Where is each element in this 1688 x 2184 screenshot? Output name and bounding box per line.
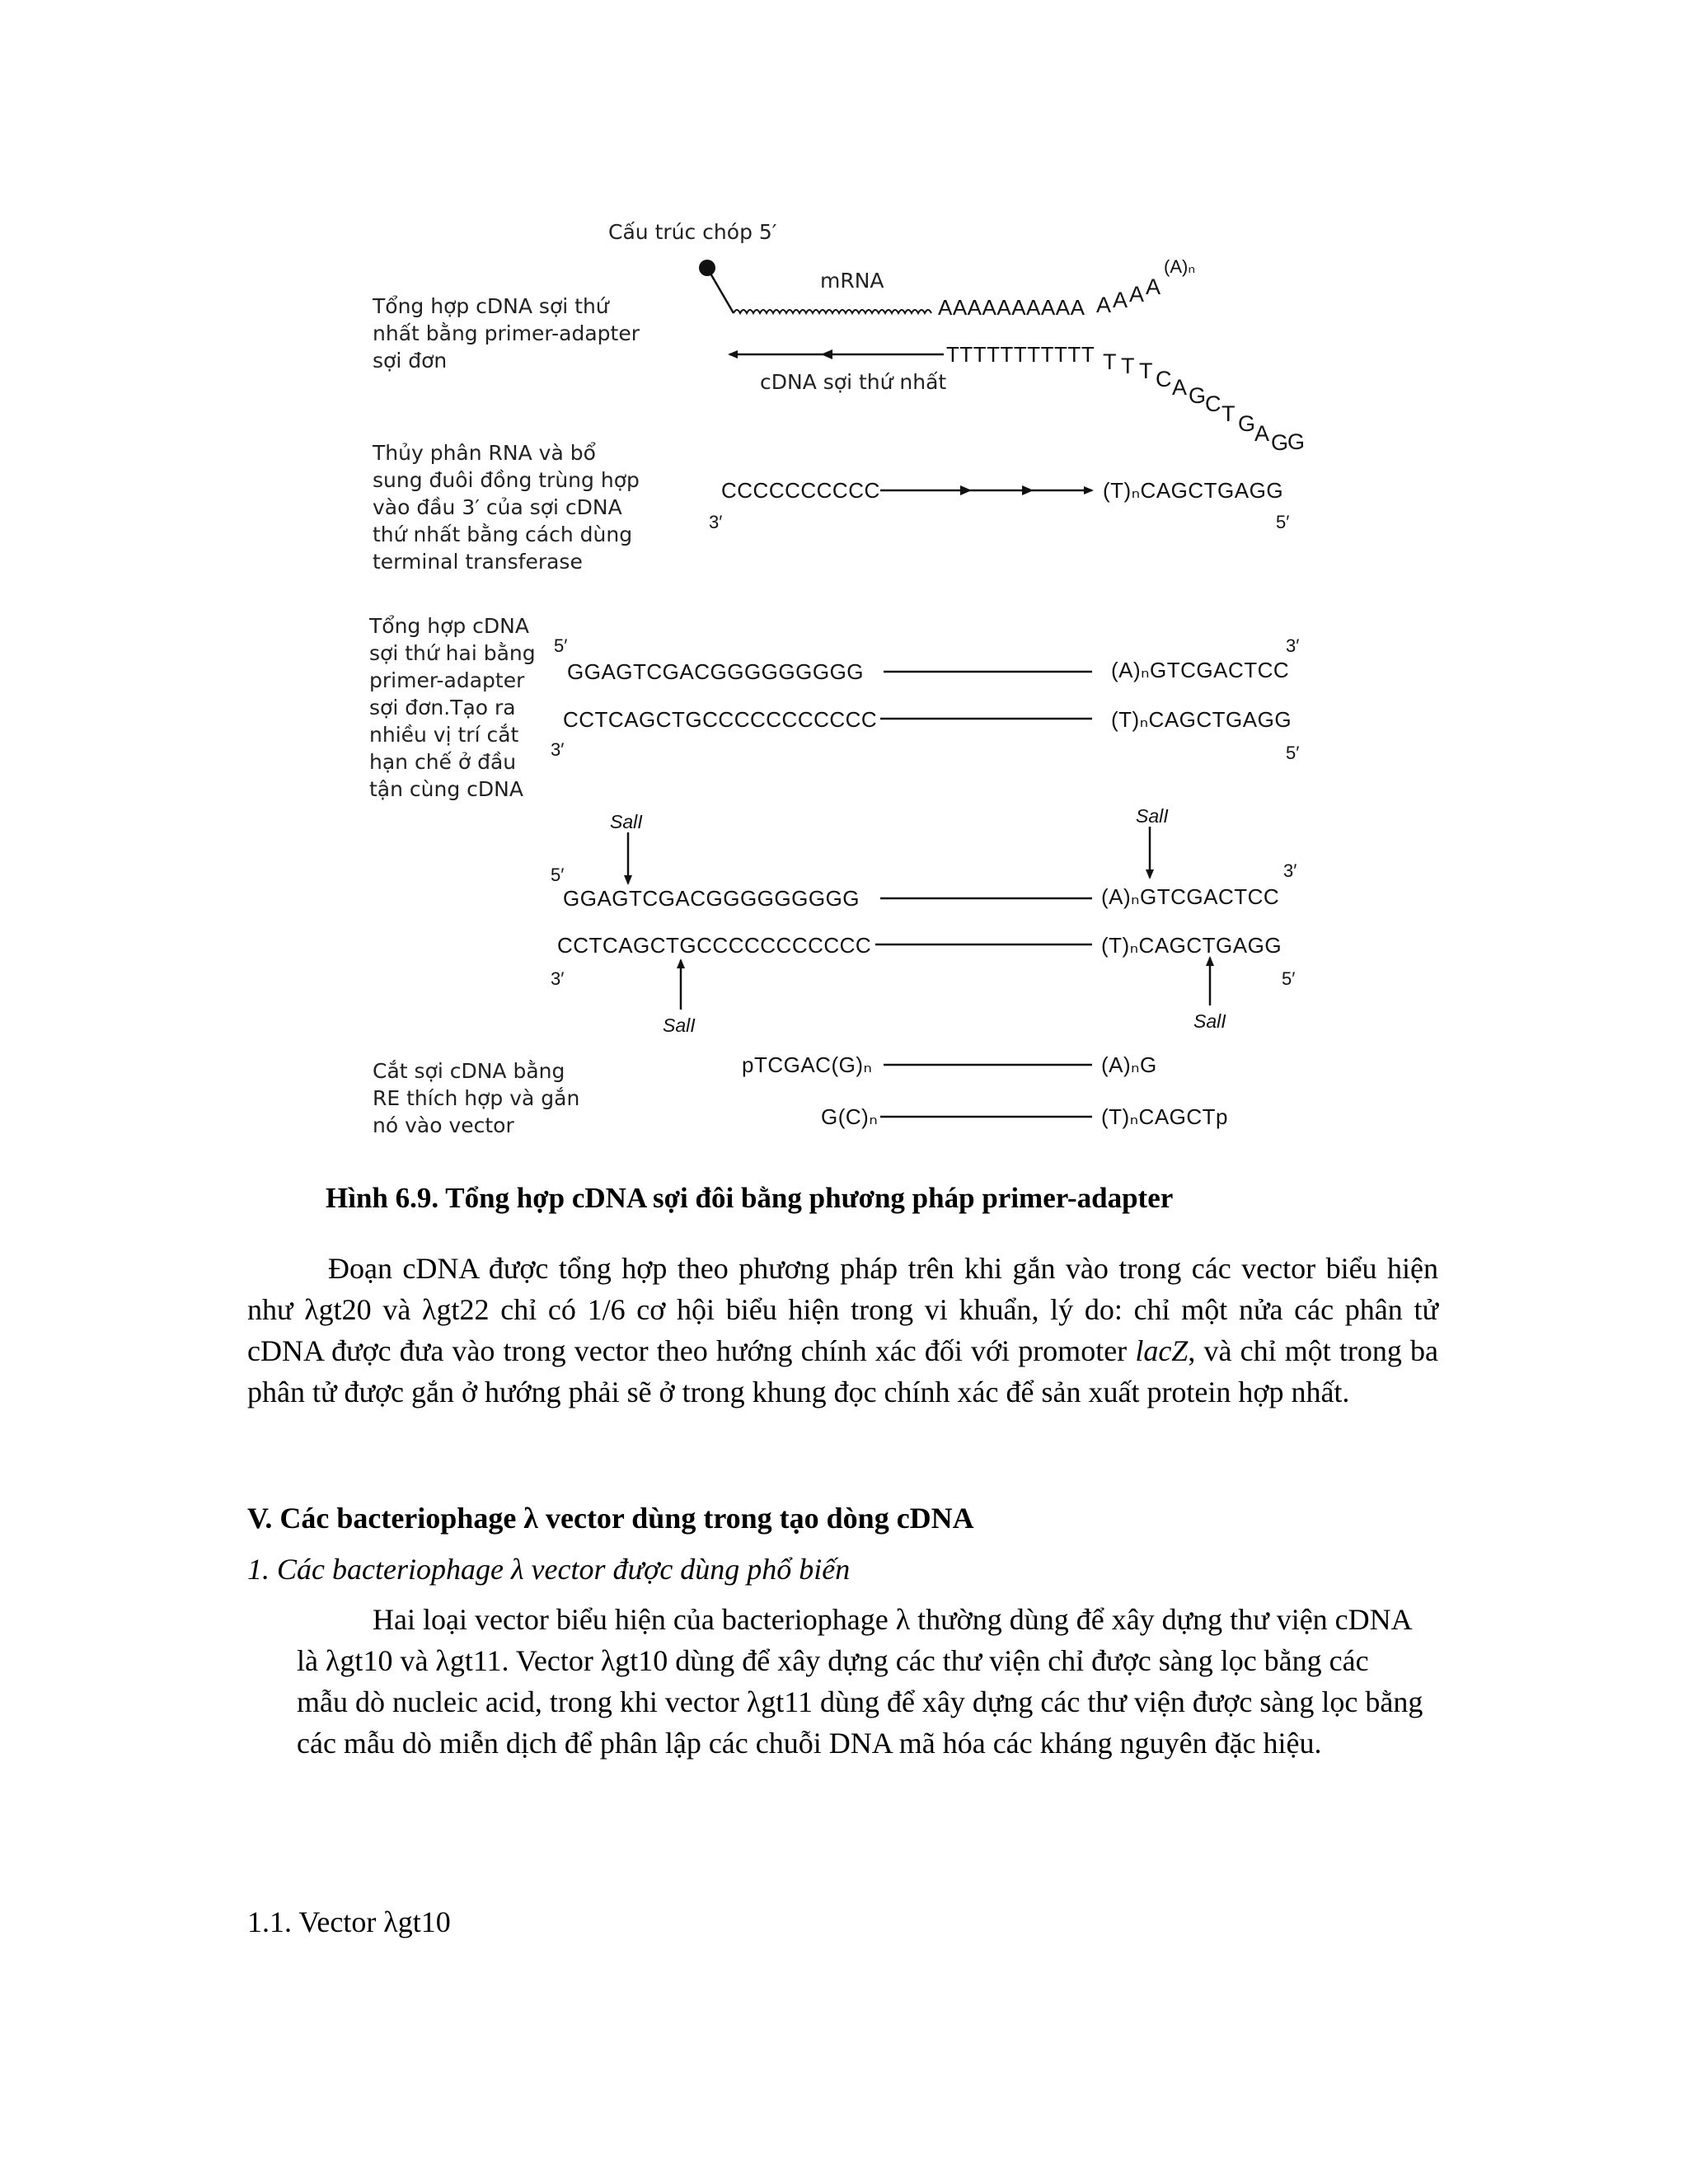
step5-bot-right-seq: (T)ₙCAGCTp (1101, 1104, 1229, 1129)
body-paragraph-2: Hai loại vector biểu hiện của bacteriophage λ thường dùng để xây dựng thư viện cDNA là λgt10 và λgt11. Vector λgt10 dùng để xây dựng các thư viện chỉ được sàng lọc bằng các mẫu dò nucleic acid, trong khi vector λgt11 dùng để xây dựng các thư viện được sàng lọc bằng các mẫu dò miễn dịch để phân lập các chuỗi DNA mã hóa các kháng nguyên đặc hiệu. (297, 1603, 1423, 1760)
step4-top-left-seq: GGAGTCGACGGGGGGGGG (563, 886, 860, 911)
tail-a-3: A (1146, 274, 1161, 299)
tail-t-1: T (1121, 354, 1135, 378)
sali-label-top-right: SalI (1136, 805, 1169, 827)
step2-end-5: 5′ (1276, 512, 1290, 532)
step2-right-seq: (T)ₙCAGCTGAGG (1103, 478, 1284, 503)
tail-t-6: C (1205, 391, 1221, 416)
mrna-wave (734, 310, 931, 313)
tail-t-10: G (1271, 430, 1289, 455)
step2-poly-c: CCCCCCCCCC (721, 478, 880, 503)
step4-line: nó vào vector (373, 1113, 514, 1137)
step2-line: vào đầu 3′ của sợi cDNA (373, 495, 622, 519)
step2-line: terminal transferase (373, 550, 583, 574)
step1-line: Tổng hợp cDNA sợi thứ (373, 294, 609, 318)
poly-t-sequence: TTTTTTTTTTT (946, 342, 1095, 367)
step2-arrow-2 (1022, 485, 1034, 495)
paragraph-1-text-b: , và chỉ một trong ba phân tử được gắn ở hướng phải sẽ ở trong khung đọc chính xác để sản xuất protein hợp nhất. (247, 1334, 1438, 1408)
step5-bot-left-seq: G(C)ₙ (821, 1104, 879, 1129)
step4-end-5-bottom: 5′ (1282, 968, 1296, 989)
section-heading: V. Các bacteriophage λ vector dùng trong tạo dòng cDNA (247, 1502, 974, 1535)
step1-line: nhất bằng primer-adapter (373, 321, 640, 345)
sali-label-bot-left: SalI (663, 1015, 696, 1036)
step4-end-3-bottom: 3′ (551, 968, 565, 989)
step4-end-3: 3′ (1283, 860, 1297, 881)
step2-line: Thủy phân RNA và bổ (373, 441, 596, 465)
first-strand-arrow-mid (821, 349, 832, 359)
step1-line: sợi đơn (373, 349, 448, 373)
tail-t-0: T (1103, 349, 1117, 374)
tail-t-3: C (1156, 367, 1172, 391)
tail-a-0: A (1096, 293, 1112, 317)
step3-end-3-bottom: 3′ (551, 739, 565, 760)
tail-t-8: G (1238, 411, 1256, 436)
cap-structure-label: Cấu trúc chóp 5′ (608, 220, 777, 244)
step3-bot-left-seq: CCTCAGCTGCCCCCCCCCCC (563, 707, 878, 732)
tail-t-11: G (1287, 429, 1306, 454)
step3-line: primer-adapter (369, 668, 525, 692)
step3-end-3: 3′ (1286, 635, 1300, 656)
step2-arrow-1 (960, 485, 972, 495)
step3-line: Tổng hợp cDNA (369, 614, 529, 638)
subsubsection-heading: 1.1. Vector λgt10 (247, 1905, 451, 1938)
tail-t-4: A (1172, 375, 1188, 400)
step4-end-5: 5′ (551, 865, 565, 885)
body-paragraph-1 (247, 1248, 1438, 1413)
mrna-label: mRNA (820, 269, 884, 293)
step2-line: thứ nhất bằng cách dùng (373, 523, 633, 546)
step2-description (373, 439, 640, 575)
step3-description (369, 612, 536, 803)
step4-line: Cắt sợi cDNA bằng (373, 1059, 565, 1083)
tail-an-label: (A)ₙ (1164, 256, 1196, 277)
tail-t-2: T (1139, 359, 1153, 383)
step3-line: sợi thứ hai bằng (369, 641, 536, 665)
step3-line: hạn chế ở đầu (369, 750, 517, 774)
subsection-heading: 1. Các bacteriophage λ vector được dùng phổ biến (247, 1553, 851, 1586)
sali-label-top-left: SalI (610, 811, 643, 832)
step5-top-left-seq: pTCGAC(G)ₙ (742, 1052, 873, 1077)
step1-description (373, 293, 640, 374)
tail-t-7: T (1221, 401, 1236, 426)
step4-line: RE thích hợp và gắn (373, 1086, 580, 1110)
step3-end-5-bottom: 5′ (1286, 743, 1300, 763)
sali-label-bot-right: SalI (1193, 1010, 1226, 1032)
step2-line: sung đuôi đồng trùng hợp (373, 468, 640, 492)
figure-caption: Hình 6.9. Tổng hợp cDNA sợi đôi bằng phương pháp primer-adapter (326, 1182, 1174, 1214)
poly-a-sequence: AAAAAAAAAA (938, 295, 1085, 320)
step5-top-right-seq: (A)ₙG (1101, 1052, 1157, 1077)
step3-end-5: 5′ (554, 635, 568, 656)
cap-stem (707, 268, 734, 313)
step3-line: tận cùng cDNA (369, 777, 523, 801)
first-strand-label: cDNA sợi thứ nhất (760, 370, 947, 394)
step4-bot-right-seq: (T)ₙCAGCTGAGG (1101, 933, 1282, 958)
tail-t-9: A (1254, 421, 1270, 446)
step3-line: nhiều vị trí cắt (369, 723, 519, 747)
paragraph-1-text-a: Đoạn cDNA được tổng hợp theo phương pháp trên khi gắn vào trong các vector biểu hiện như λgt20 và λgt22 chỉ có 1/6 cơ hội biểu hiện trong vi khuẩn, lý do: chỉ một nửa các phân tử cDNA được đưa vào trong vector theo hướng chính xác đối với promoter (247, 1252, 1438, 1367)
step3-top-left-seq: GGAGTCGACGGGGGGGGG (567, 659, 865, 684)
step3-line: sợi đơn.Tạo ra (369, 696, 516, 719)
paragraph-1-italic-lacz: lacZ (1135, 1334, 1189, 1367)
step4-top-right-seq: (A)ₙGTCGACTCC (1101, 884, 1280, 909)
step3-bot-right-seq: (T)ₙCAGCTGAGG (1111, 707, 1292, 732)
step2-end-3: 3′ (709, 512, 723, 532)
step3-top-right-seq: (A)ₙGTCGACTCC (1111, 658, 1290, 682)
step4-description (373, 1057, 579, 1139)
tail-a-1: A (1113, 288, 1128, 312)
step4-bot-left-seq: CCTCAGCTGCCCCCCCCCCC (557, 933, 872, 958)
tail-t-5: G (1189, 383, 1207, 408)
tail-a-2: A (1129, 282, 1145, 307)
